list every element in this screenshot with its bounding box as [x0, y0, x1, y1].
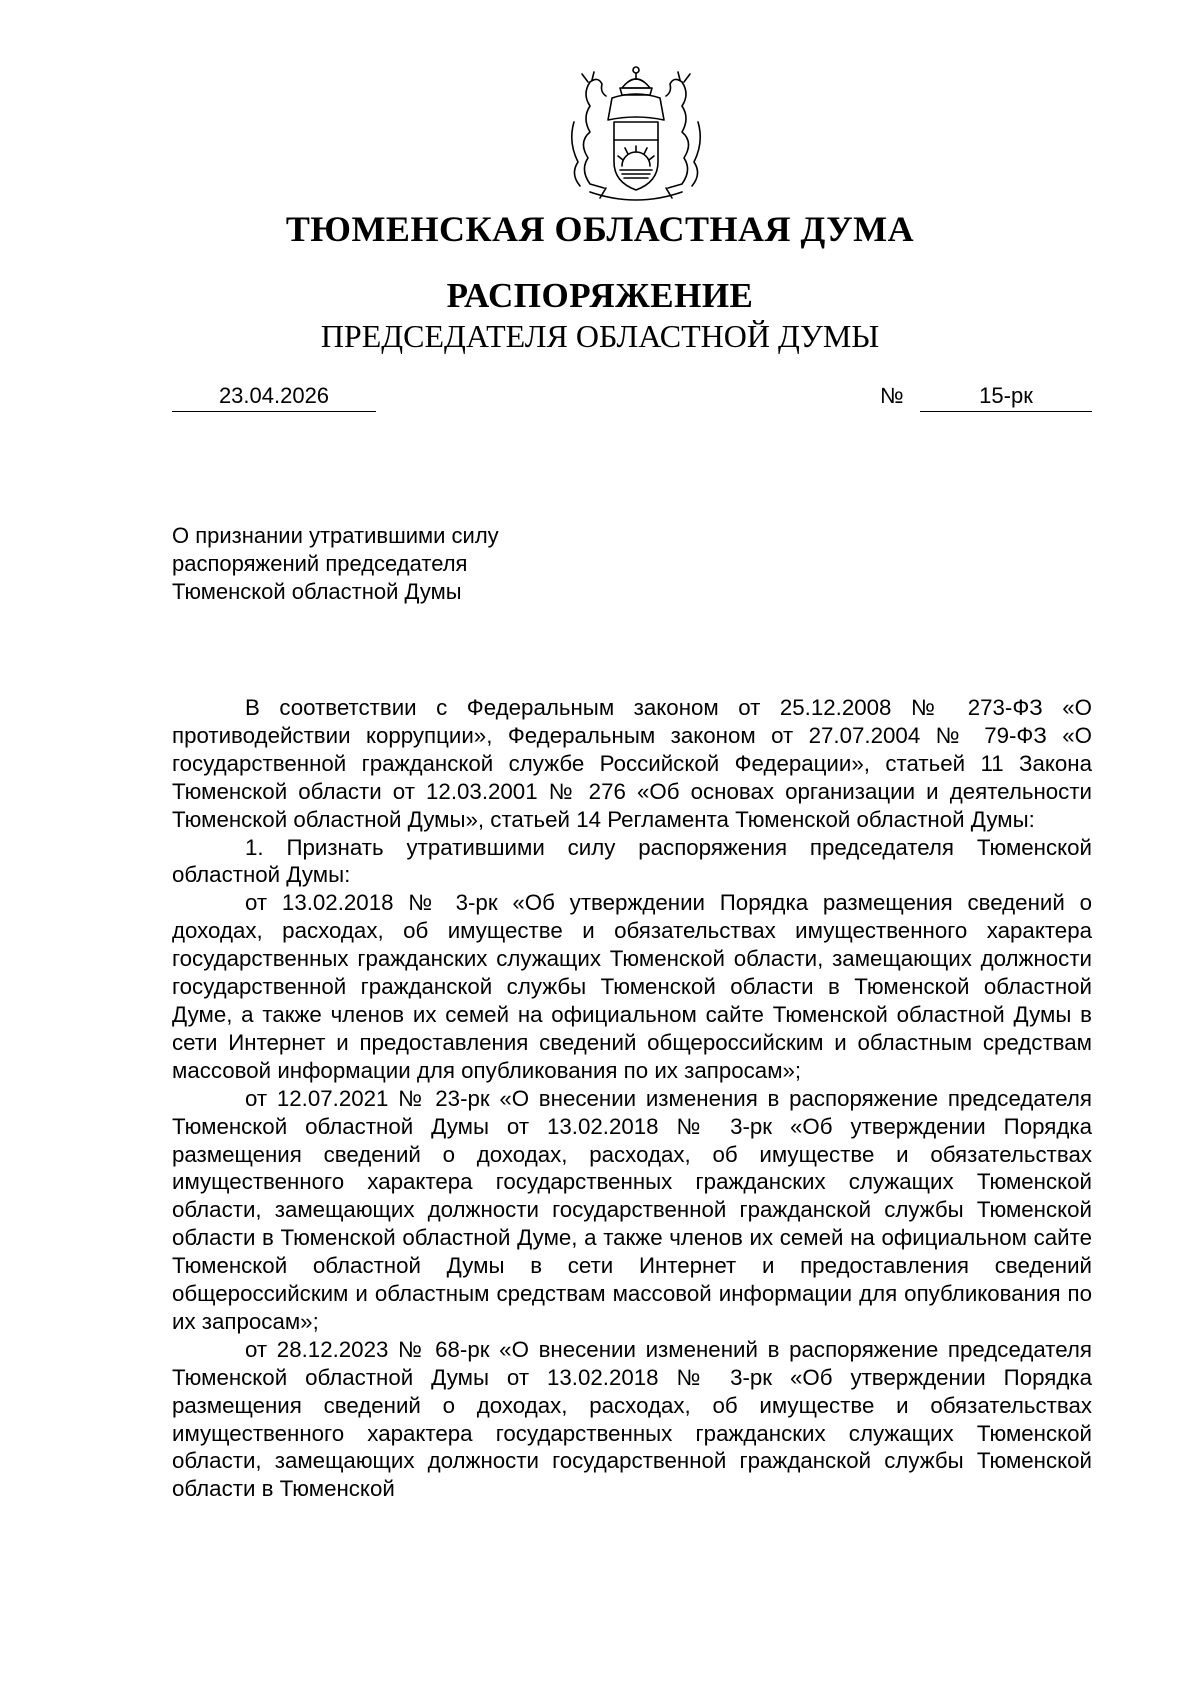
body-paragraph: 1. Признать утратившими силу распоряжения председателя Тюменской областной Думы: — [172, 834, 1092, 888]
document-subject — [172, 522, 592, 606]
subject-line: Тюменской областной Думы — [172, 579, 462, 604]
document-type: РАСПОРЯЖЕНИЕ — [446, 276, 754, 315]
organization-title: ТЮМЕНСКАЯ ОБЛАСТНАЯ ДУМА — [285, 209, 915, 249]
body-paragraph: В соответствии с Федеральным законом от 25.12.2008 № 273-ФЗ «О противодействии коррупции», Федеральным законом от 27.07.2004 № 79-ФЗ «О государственной гражданской службе Российской Федерации», статьей 11 Закона Тюменской области от 12.03.2001 № 276 «Об основах организации и деятельности Тюменской областной Думы», статьей 14 Регламента Тюменской областной Думы: — [172, 695, 1092, 832]
number-sign: № — [880, 383, 904, 408]
subject-line: распоряжений председателя — [172, 551, 468, 576]
subject-line: О признании утратившими силу — [172, 523, 499, 548]
body-paragraph: от 28.12.2023 № 68-рк «О внесении изменений в распоряжение председателя Тюменской областной Думы от 13.02.2018 № 3-рк «Об утверждении Порядка размещения сведений о доходах, расходах, об имуществе и обязательствах имущественного характера государственных гражданских служащих Тюменской области, замещающих должности государственной гражданской службы Тюменской области в Тюменской — [172, 1336, 1092, 1502]
document-body — [172, 694, 1092, 1503]
body-paragraph: от 12.07.2021 № 23-рк «О внесении изменения в распоряжение председателя Тюменской областной Думы от 13.02.2018 № 3-рк «Об утверждении Порядка размещения сведений о доходах, расходах, об имуществе и обязательствах имущественного характера государственных гражданских служащих Тюменской области, замещающих должности государственной гражданской службы Тюменской области в Тюменской областной Думе, а также членов их семей на официальном сайте Тюменской областной Думы в сети Интернет и предоставления сведений общероссийским и областным средствам массовой информации для опубликования по их запросам»; — [172, 1085, 1092, 1334]
coat-of-arms-icon — [560, 62, 712, 210]
document-number: 15-рк — [920, 381, 1092, 412]
body-paragraph: от 13.02.2018 № 3-рк «Об утверждении Порядка размещения сведений о доходах, расходах, об имуществе и обязательствах имущественного характера государственных гражданских служащих Тюменской области, замещающих должности государственной гражданской службы Тюменской области в Тюменской областной Думе, а также членов их семей на официальном сайте Тюменской областной Думы в сети Интернет и предоставления сведений общероссийским и областным средствам массовой информации для опубликования по их запросам»; — [172, 890, 1092, 1083]
document-date: 23.04.2026 — [172, 381, 376, 412]
document-subtype: ПРЕДСЕДАТЕЛЯ ОБЛАСТНОЙ ДУМЫ — [320, 318, 880, 354]
